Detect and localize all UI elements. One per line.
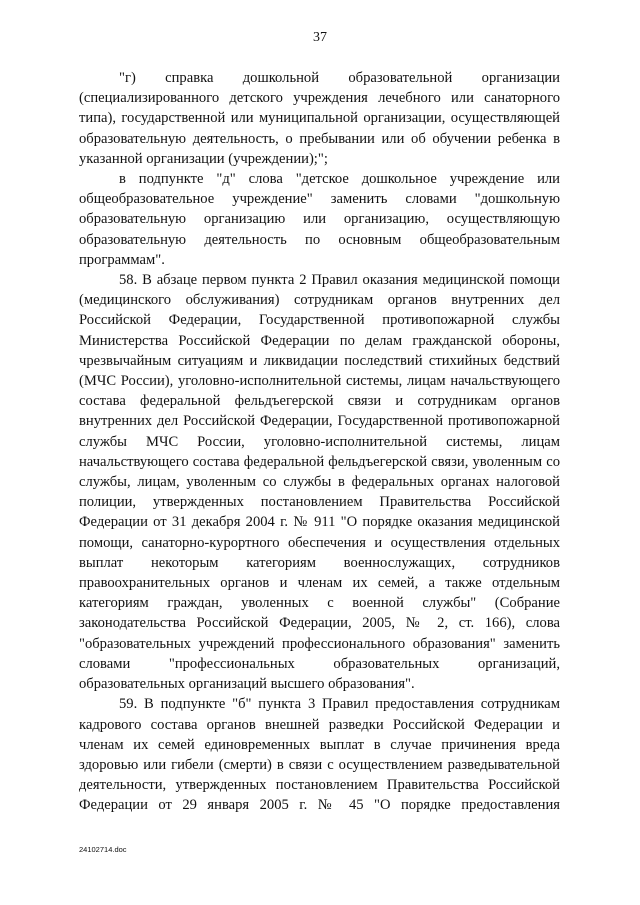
paragraph-g-certificate: "г) справка дошкольной образовательной организации (специализированного детского учреждения лечебного или санаторного типа), государственной или муниципальной организации, осуществляющей образовательную деятельность, о пребывании или об обучении ребенка в указанной организации (учреждении);";	[79, 70, 560, 167]
paragraph-59: 59. В подпункте "б" пункта 3 Правил предоставления сотрудникам кадрового состава органов внешней разведки Российской Федерации и членам их семей единовременных выплат в случае причинения вреда здоровью или гибели (смерти) в связи с осуществлением разведывательной деятельности, утвержденных постановлением Правительства Российской Федерации от 29 января 2005 г. № 45 "О порядке предоставления	[79, 696, 560, 814]
paragraph-58: 58. В абзаце первом пункта 2 Правил оказания медицинской помощи (медицинского обслуживания) сотрудникам органов внутренних дел Российской Федерации, Государственной противопожарной службы Министерства Российской Федерации по делам гражданской обороны, чрезвычайным ситуациям и ликвидации последствий стихийных бедствий (МЧС России), уголовно-исполнительной системы, лицам начальствующего состава федеральной фельдъегерской связи и сотрудникам органов внутренних дел Российской Федерации, Государственной противопожарной службы МЧС России, уголовно-исполнительной системы, лицам начальствующего состава федеральной фельдъегерской связи, уволенным со службы, лицам, уволенным со службы в федеральных органах налоговой полиции, утвержденных постановлением Правительства Российской Федерации от 31 декабря 2004 г. № 911 "О порядке оказания медицинской помощи, санаторно-курортного обеспечения и осуществления отдельных выплат некоторым категориям военнослужащих, сотрудников правоохранительных органов и членам их семей, а также отдельным категориям граждан, уволенных с военной службы" (Собрание законодательства Российской Федерации, 2005, № 2, ст. 166), слова "образовательных учреждений профессионального образования" заменить словами "профессиональных образовательных организаций, образовательных организаций высшего образования".	[79, 272, 560, 693]
footer-doc-code: 24102714.doc	[79, 845, 127, 854]
paragraph-subpoint-d: в подпункте "д" слова "детское дошкольное учреждение или общеобразовательное учреждение" заменить словами "дошкольную образовательную организацию или организацию, осуществляющую образовательную деятельность по основным общеобразовательным программам".	[79, 171, 560, 268]
page-number: 37	[313, 30, 327, 45]
document-body	[79, 68, 560, 816]
